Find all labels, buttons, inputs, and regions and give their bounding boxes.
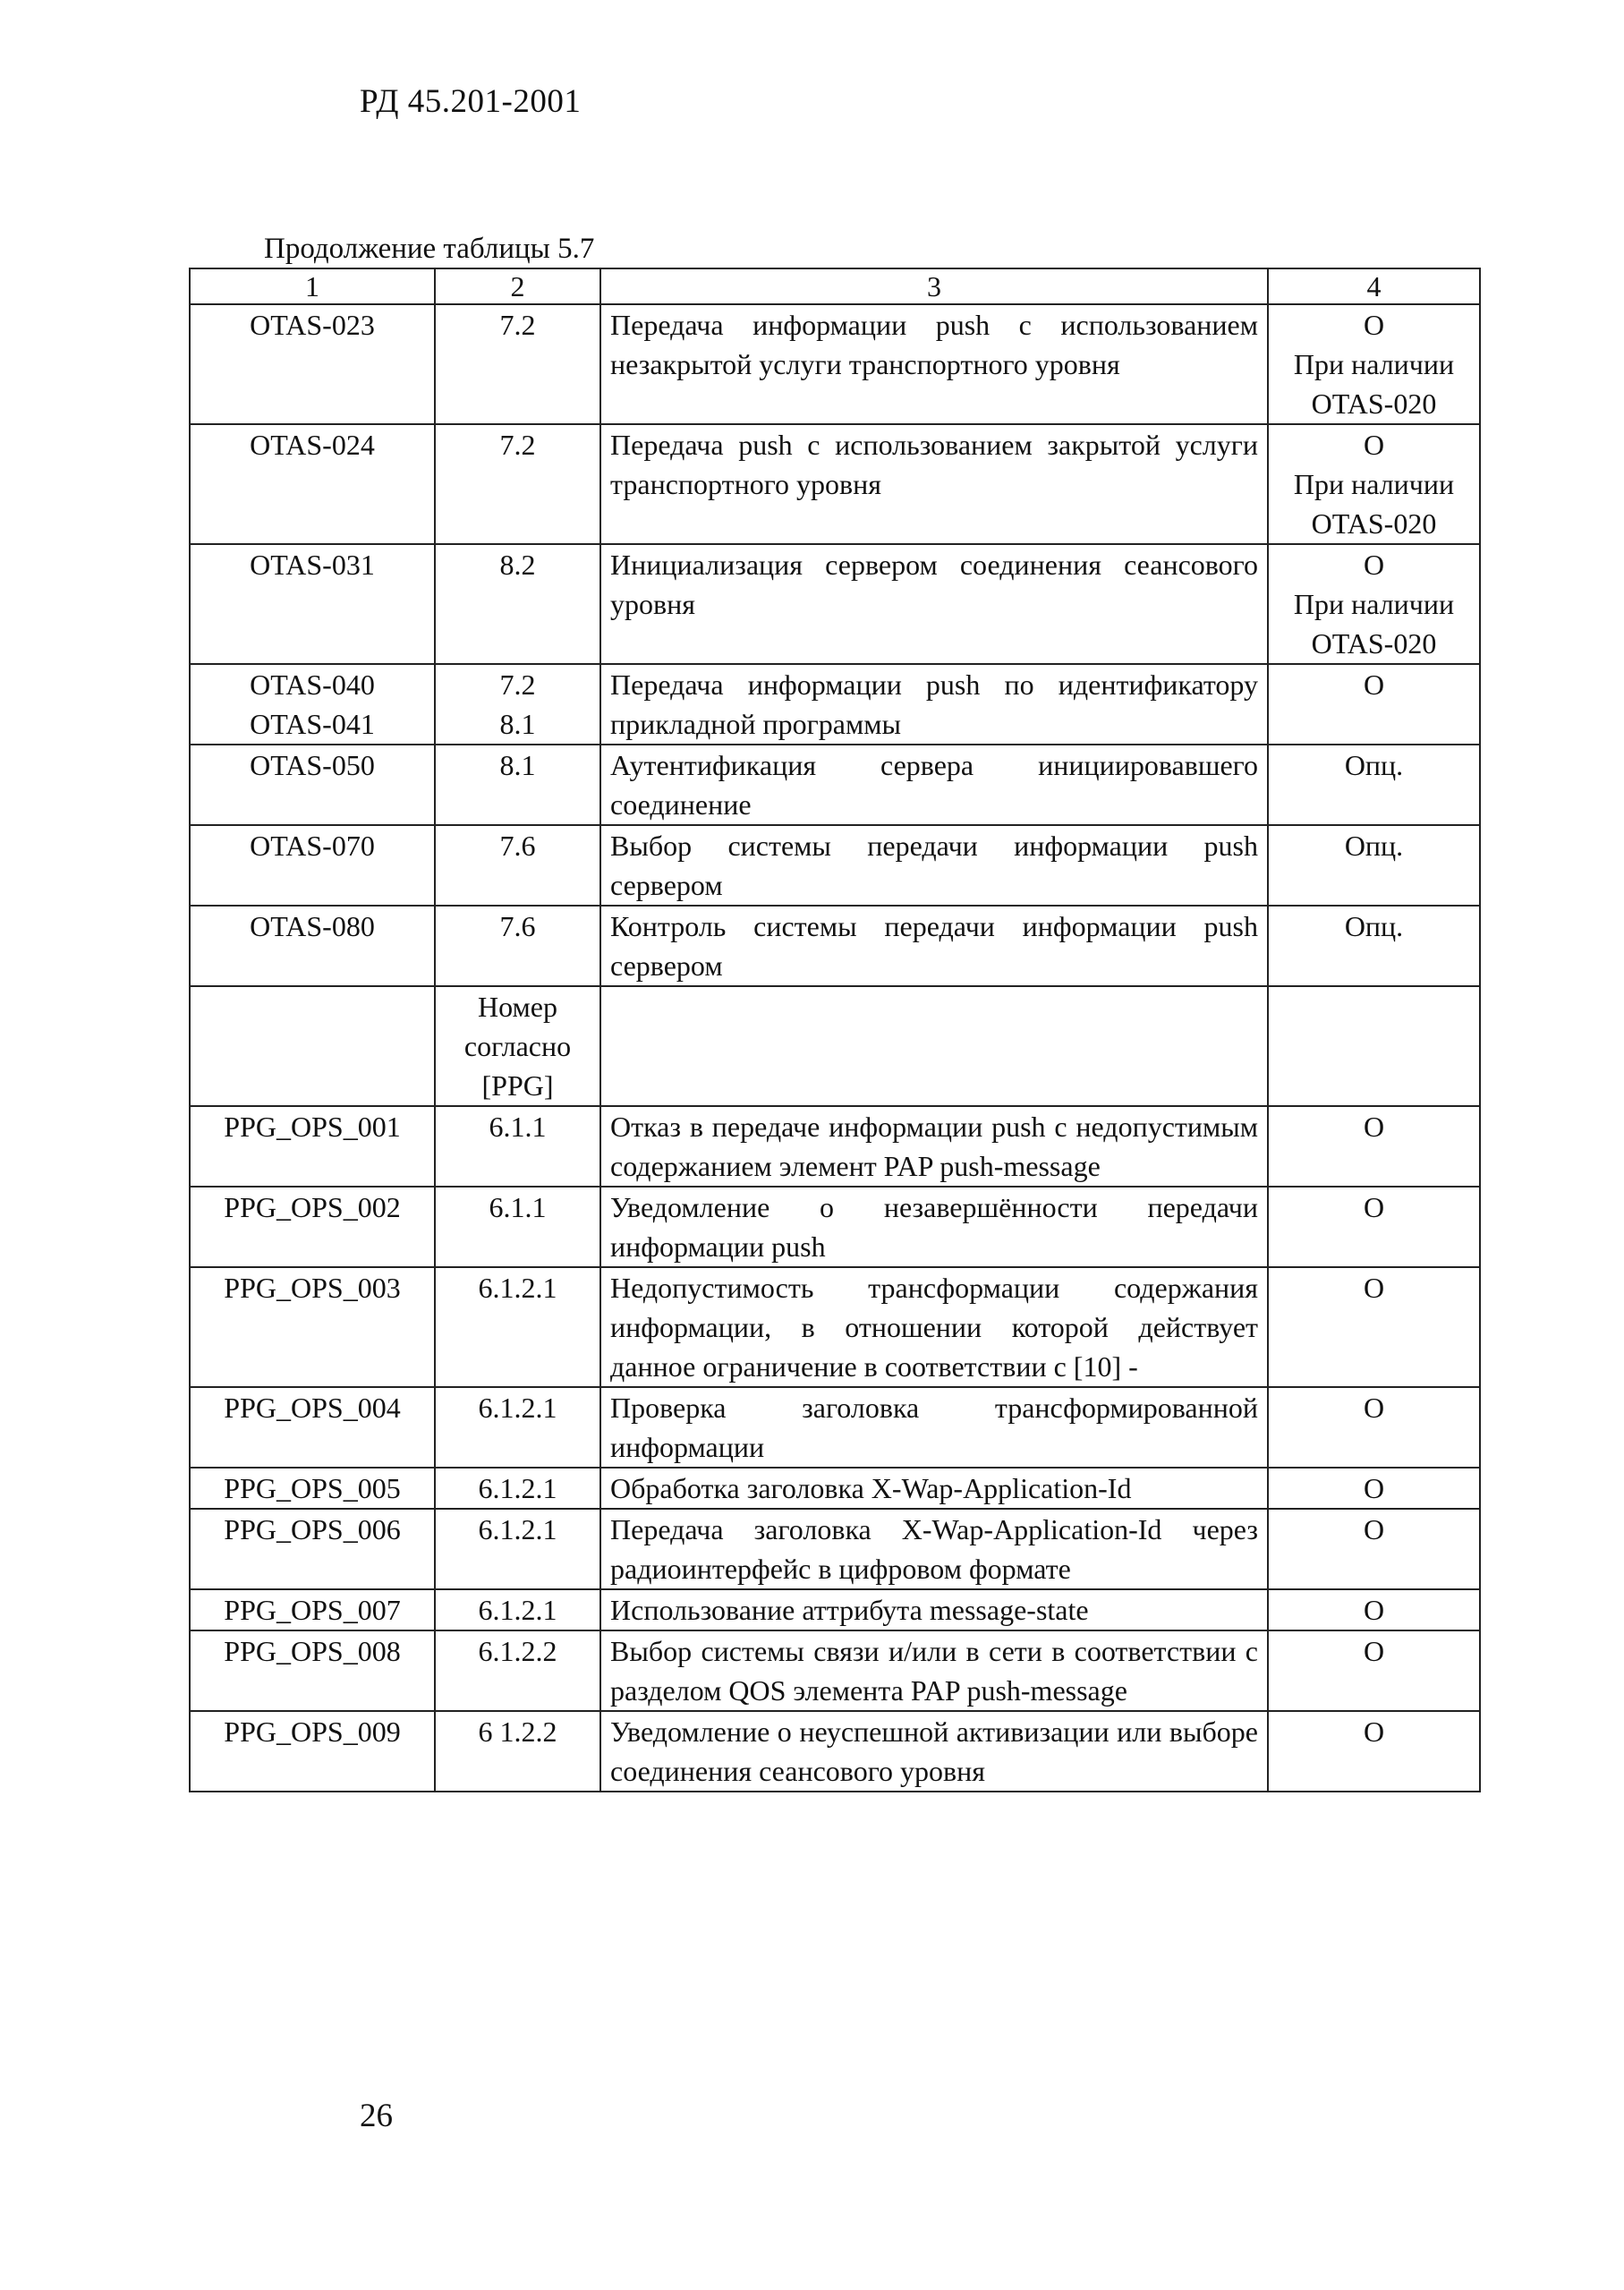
requirement-status-line: O	[1363, 1472, 1385, 1504]
clause-number	[435, 745, 600, 825]
column-number: 1	[190, 268, 435, 304]
clause-number	[435, 424, 600, 544]
requirement-status-line: При наличии	[1293, 468, 1455, 500]
requirement-status	[1268, 664, 1480, 745]
requirement-description	[600, 986, 1268, 1106]
requirement-description: Выбор системы передачи информации push сервером	[600, 825, 1268, 906]
table-row	[190, 1589, 1480, 1630]
requirement-description: Передача push с использованием закрытой услуги транспортного уровня	[600, 424, 1268, 544]
requirement-status-line: O	[1363, 1635, 1385, 1667]
requirement-status-line: OTAS-020	[1311, 507, 1437, 540]
requirement-id	[190, 1187, 435, 1267]
requirement-id-line: OTAS-031	[250, 549, 375, 581]
clause-number-line: 8.1	[499, 749, 536, 781]
requirement-id-line	[200, 987, 425, 1026]
table-row	[190, 1387, 1480, 1468]
table-row	[190, 1509, 1480, 1589]
requirement-id-line: OTAS-080	[250, 910, 375, 942]
clause-number-line: 6 1.2.2	[478, 1715, 557, 1748]
table-row	[190, 424, 1480, 544]
requirement-id	[190, 1468, 435, 1509]
clause-number-line: 6.1.1	[489, 1191, 547, 1223]
table-row	[190, 304, 1480, 424]
requirement-status	[1268, 1267, 1480, 1387]
requirement-status-line: O	[1363, 1272, 1385, 1304]
requirement-id	[190, 825, 435, 906]
requirement-id-line: PPG_OPS_006	[224, 1513, 401, 1545]
requirement-description: Инициализация сервером соединения сеансового уровня	[600, 544, 1268, 664]
clause-number-line: 7.2	[499, 309, 536, 341]
clause-number-line: 7.2	[499, 668, 536, 701]
requirement-description: Обработка заголовка X-Wap-Application-Id	[600, 1468, 1268, 1509]
requirement-id-line: PPG_OPS_005	[224, 1472, 401, 1504]
requirement-description: Контроль системы передачи информации push сервером	[600, 906, 1268, 986]
requirement-status	[1268, 906, 1480, 986]
requirement-description: Передача информации push по идентификатору прикладной программы	[600, 664, 1268, 745]
table-row	[190, 825, 1480, 906]
requirement-status-line: Опц.	[1344, 749, 1404, 781]
requirement-status-line: Опц.	[1344, 830, 1404, 862]
requirement-description: Проверка заголовка трансформированной информации	[600, 1387, 1268, 1468]
column-number: 4	[1268, 268, 1480, 304]
clause-number	[435, 1589, 600, 1630]
clause-number	[435, 1387, 600, 1468]
clause-number	[435, 825, 600, 906]
table-row	[190, 986, 1480, 1106]
requirement-status	[1268, 1630, 1480, 1711]
requirement-id	[190, 424, 435, 544]
table-row	[190, 1711, 1480, 1792]
requirement-id	[190, 745, 435, 825]
column-number: 2	[435, 268, 600, 304]
clause-number	[435, 906, 600, 986]
requirement-status-line: OTAS-020	[1311, 627, 1437, 660]
requirement-id-line: PPG_OPS_008	[224, 1635, 401, 1667]
requirement-id-line: PPG_OPS_004	[224, 1392, 401, 1424]
clause-number	[435, 1468, 600, 1509]
column-number: 3	[600, 268, 1268, 304]
table-caption: Продолжение таблицы 5.7	[264, 233, 595, 265]
page-number: 26	[360, 2098, 393, 2134]
clause-number	[435, 304, 600, 424]
requirement-status-line: O	[1363, 1594, 1385, 1626]
clause-number	[435, 1267, 600, 1387]
table-row	[190, 745, 1480, 825]
requirement-status	[1268, 544, 1480, 664]
clause-number	[435, 1711, 600, 1792]
requirement-description: Уведомление о неуспешной активизации или выборе соединения сеансового уровня	[600, 1711, 1268, 1792]
requirement-status-line: Опц.	[1344, 910, 1404, 942]
clause-number-line: 6.1.2.1	[478, 1392, 557, 1424]
clause-number-line: 6.1.2.2	[478, 1635, 557, 1667]
requirement-status	[1268, 825, 1480, 906]
requirement-id	[190, 1267, 435, 1387]
requirement-status-line: OTAS-020	[1311, 387, 1437, 420]
requirement-status-line: O	[1363, 309, 1385, 341]
requirement-status	[1268, 1509, 1480, 1589]
table-row	[190, 1468, 1480, 1509]
clause-number-line: 6.1.2.1	[478, 1472, 557, 1504]
requirement-status	[1268, 745, 1480, 825]
requirement-status-line: O	[1363, 429, 1385, 461]
clause-number-line: 6.1.1	[489, 1111, 547, 1143]
clause-number	[435, 1509, 600, 1589]
requirement-status-line: O	[1363, 549, 1385, 581]
requirement-description: Отказ в передаче информации push с недопустимым содержанием элемент PAP push-message	[600, 1106, 1268, 1187]
requirement-status-line: O	[1363, 668, 1385, 701]
clause-number-line: 8.2	[499, 549, 536, 581]
table-row	[190, 664, 1480, 745]
requirement-status-line: При наличии	[1293, 588, 1455, 620]
clause-number-line: 6.1.2.1	[478, 1272, 557, 1304]
requirement-id-line: OTAS-070	[250, 830, 375, 862]
clause-number-line: 6.1.2.1	[478, 1513, 557, 1545]
table-row	[190, 544, 1480, 664]
requirement-status	[1268, 1589, 1480, 1630]
clause-number-line: [PPG]	[481, 1069, 554, 1102]
table-row	[190, 1106, 1480, 1187]
column-number-row	[190, 268, 1480, 304]
requirement-id	[190, 1509, 435, 1589]
requirement-description: Аутентификация сервера инициировавшего соединение	[600, 745, 1268, 825]
document-code: РД 45.201-2001	[360, 83, 582, 120]
requirement-description: Передача информации push с использованием незакрытой услуги транспортного уровня	[600, 304, 1268, 424]
requirement-id	[190, 906, 435, 986]
requirement-status	[1268, 304, 1480, 424]
table-row	[190, 906, 1480, 986]
table-row	[190, 1630, 1480, 1711]
requirement-id-line: OTAS-050	[250, 749, 375, 781]
table-row	[190, 1267, 1480, 1387]
clause-number-line: 7.6	[499, 830, 536, 862]
requirement-status-line: O	[1363, 1191, 1385, 1223]
requirement-status	[1268, 1106, 1480, 1187]
requirement-status	[1268, 424, 1480, 544]
clause-number	[435, 986, 600, 1106]
requirement-id-line: PPG_OPS_009	[224, 1715, 401, 1748]
clause-number	[435, 664, 600, 745]
requirements-table	[189, 268, 1481, 1792]
requirement-id-line: PPG_OPS_002	[224, 1191, 401, 1223]
table-row	[190, 1187, 1480, 1267]
requirement-id	[190, 986, 435, 1106]
requirement-status-line: O	[1363, 1392, 1385, 1424]
requirement-description: Использование аттрибута message-state	[600, 1589, 1268, 1630]
requirement-description: Передача заголовка X-Wap-Application-Id через радиоинтерфейс в цифровом формате	[600, 1509, 1268, 1589]
requirement-id-line: OTAS-040	[250, 668, 375, 701]
requirement-id	[190, 1630, 435, 1711]
requirement-status	[1268, 1387, 1480, 1468]
clause-number-line: Номер	[478, 991, 557, 1023]
clause-number-line: 6.1.2.1	[478, 1594, 557, 1626]
requirement-status	[1268, 1711, 1480, 1792]
requirement-status-line: При наличии	[1293, 348, 1455, 380]
requirement-status-line: O	[1363, 1513, 1385, 1545]
requirement-id	[190, 304, 435, 424]
clause-number	[435, 1630, 600, 1711]
clause-number	[435, 1106, 600, 1187]
clause-number-line: 7.2	[499, 429, 536, 461]
requirement-id-line: OTAS-041	[250, 708, 375, 740]
requirement-id-line: OTAS-023	[250, 309, 375, 341]
requirement-id	[190, 544, 435, 664]
requirement-id	[190, 1387, 435, 1468]
clause-number	[435, 544, 600, 664]
clause-number-line: 7.6	[499, 910, 536, 942]
clause-number-line: 8.1	[499, 708, 536, 740]
requirement-description: Выбор системы связи и/или в сети в соответствии с разделом QOS элемента PAP push-message	[600, 1630, 1268, 1711]
requirement-id	[190, 1106, 435, 1187]
requirement-id-line: PPG_OPS_003	[224, 1272, 401, 1304]
requirement-id	[190, 664, 435, 745]
clause-number-line: согласно	[463, 1030, 572, 1062]
clause-number	[435, 1187, 600, 1267]
requirement-description: Недопустимость трансформации содержания информации, в отношении которой действует данное ограничение в соответствии с [10] -	[600, 1267, 1268, 1387]
requirement-id-line: OTAS-024	[250, 429, 375, 461]
requirement-status-line: O	[1363, 1715, 1385, 1748]
requirement-id-line: PPG_OPS_001	[224, 1111, 401, 1143]
requirement-status-line: O	[1363, 1111, 1385, 1143]
requirement-description: Уведомление о незавершённости передачи информации push	[600, 1187, 1268, 1267]
requirement-id	[190, 1589, 435, 1630]
requirement-id	[190, 1711, 435, 1792]
requirement-status	[1268, 986, 1480, 1106]
requirement-id-line: PPG_OPS_007	[224, 1594, 401, 1626]
requirement-status-line	[1278, 987, 1470, 1026]
requirement-status	[1268, 1187, 1480, 1267]
requirement-status	[1268, 1468, 1480, 1509]
